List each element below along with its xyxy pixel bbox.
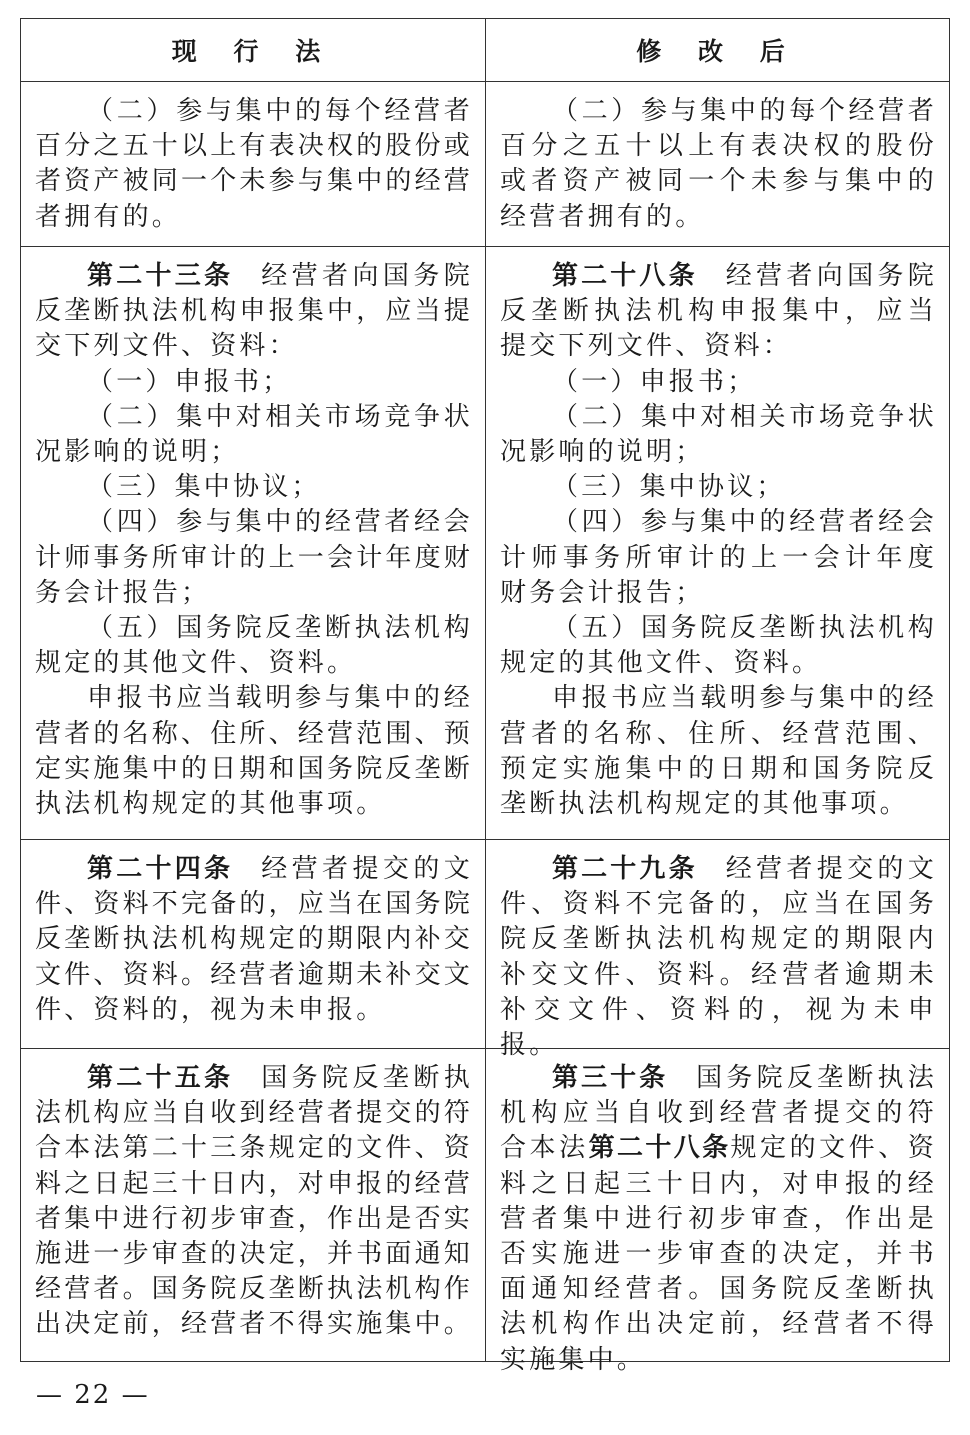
current-law-cell [21,82,485,246]
table-row [21,81,949,246]
clause-text: （三）集中协议； [87,472,321,503]
clause-text: （二）集中对相关市场竞争状况影响的说明； [35,401,473,468]
table-header [21,19,949,81]
article-number: 第二十四条 [87,854,234,884]
clause-text: 申报书应当载明参与集中的经营者的名称、住所、经营范围、预定实施集中的日期和国务院反垄断执法机构规定的其他事项。 [500,683,937,820]
header-current-law: 现 行 法 [171,37,335,66]
article-paragraph [500,1061,937,1378]
amended-cell [485,82,949,246]
article-text: 经营者向国务院反垄断执法机构申报集中，应当提交下列文件、资料： [35,261,474,362]
comparison-table [20,18,950,1375]
current-law-cell [21,1049,485,1361]
article-paragraph [35,1061,473,1343]
header-amended: 修 改 后 [485,19,949,81]
article-number: 第二十五条 [87,1063,234,1093]
article-paragraph [500,852,937,1063]
clause-text: （二）参与集中的每个经营者百分之五十以上有表决权的股份或者资产被同一个未参与集中的经营者拥有的。 [500,96,937,232]
clause-text: （三）集中协议； [552,472,786,503]
article-paragraph [500,259,937,365]
article-text: 经营者提交的文件、资料不完备的，应当在国务院反垄断执法机构规定的期限内补交文件、资料。经营者逾期未补交文件、资料的，视为未申报。 [35,854,474,1025]
clause-text: （四）参与集中的经营者经会计师事务所审计的上一会计年度财务会计报告； [500,507,937,608]
clause-text: （五）国务院反垄断执法机构规定的其他文件、资料。 [35,613,473,679]
clause-text: （四）参与集中的经营者经会计师事务所审计的上一会计年度财务会计报告； [35,507,474,608]
current-law-cell [21,840,485,1048]
clause-text: （五）国务院反垄断执法机构规定的其他文件、资料。 [500,613,937,679]
article-text: 经营者提交的文件、资料不完备的，应当在国务院反垄断执法机构规定的期限内补交文件、资料。经营者逾期未补交文件、资料的，视为未申报。 [500,854,937,1061]
article-number: 第三十条 [552,1063,669,1093]
amended-cell [485,840,949,1061]
article-text: 国务院反垄断执法机构应当自收到经营者提交的符合本法第二十三条规定的文件、资料之日起三十日内，对申报的经营者集中进行初步审查，作出是否实施进一步审查的决定，并书面通知经营者。国务院反垄断执法机构作出决定前，经营者不得实施集中。 [35,1063,474,1340]
table-row [21,1048,949,1375]
article-number: 第二十三条 [87,261,234,291]
clause-text: （一）申报书； [552,366,757,397]
clause-text: （二）参与集中的每个经营者百分之五十以上有表决权的股份或者资产被同一个未参与集中的经营者拥有的。 [35,96,474,232]
article-text: 国务院反垄断执法机构应当自收到经营者提交的符合本法 [500,1063,937,1164]
article-text: 规定的文件、资料之日起三十日内，对申报的经营者集中进行初步审查，作出是否实施进一步审查的决定，并书面通知经营者。国务院反垄断执法机构作出决定前，经营者不得实施集中。 [500,1133,937,1375]
page-number: — 22 — [36,1380,150,1410]
amended-reference: 第二十八条 [588,1133,731,1164]
article-text: 经营者向国务院反垄断执法机构申报集中，应当提交下列文件、资料： [500,261,937,362]
article-number: 第二十九条 [552,854,698,884]
table-row [21,839,949,1061]
table-row [21,246,949,839]
clause-text: （一）申报书； [87,366,292,397]
article-paragraph [35,852,473,1028]
amended-cell [485,247,949,839]
article-paragraph [35,259,473,365]
clause-text: 申报书应当载明参与集中的经营者的名称、住所、经营范围、预定实施集中的日期和国务院反垄断执法机构规定的其他事项。 [35,683,474,820]
current-law-cell [21,247,485,839]
clause-text: （二）集中对相关市场竞争状况影响的说明； [500,401,937,468]
amended-cell [485,1049,949,1375]
article-number: 第二十八条 [552,261,698,291]
